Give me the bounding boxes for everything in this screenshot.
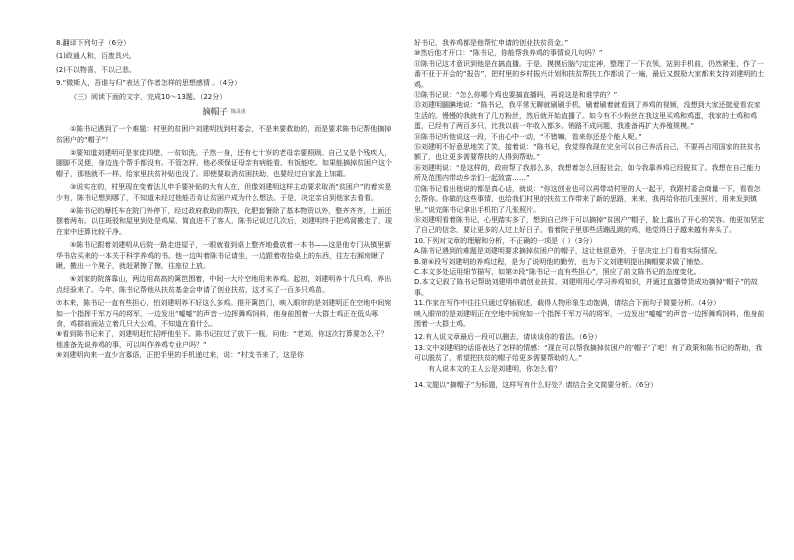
story-title: 摘帽子: [202, 107, 229, 118]
paragraph: ④陈书记的摩托车在院门外停下，经过政府救助的帮扶，化肥套餐除了基本物资以外，整齐齐齐，上面还摆着两布。以往斑驳和屋里到处是鸡屎，简直进不了客人，陈书记说过几次后，刘建明终于把鸡窝搬走了，现在家中还算比较干净。: [56, 206, 392, 236]
paragraph: ⑦本来，陈书记一直有些担心，怕刘建明养不好这么多鸡。推开篱笆门，映入眼帘的是刘建明正在空地中间宛如一个指挥千军万马的将军，一边发出“嘘嘘”的声音一边挥舞鸡饲料，他身前围着一大群土鸡正在低头啄食，鸡群前面站立着几只大公鸡，不知道在看什么。: [56, 299, 392, 329]
question-8-item-1: (1)政通人和，百废具兴。: [56, 52, 136, 61]
right-column: [414, 38, 766, 390]
section-heading: （三）阅读下面的文字，完成10～13题。（22分）: [70, 92, 227, 101]
paragraph: 好书记，我养鸡都是他帮忙申请的创业扶贫资金。”: [414, 39, 569, 47]
paragraph: ⑰陈书记看出他说的都是真心话，就说：“你这创业也可以再带动村里的人一起干，我跟村委会商量一下，看看怎么帮你。你做的这些事情，也给我们村里的扶贫工作带来了新的思路，来来，我再给你拍几张照片，用来发到镇里。”说完陈书记拿出手机拍了几张照片。: [414, 184, 761, 214]
paragraph: ⑮刘建明不好意思地笑了笑，接着说：“陈书记，我觉得我现在完全可以自己养活自己，不要再占用国家的扶贫名额了，也让更多需要帮扶的人得到帮助。”: [414, 143, 761, 162]
paragraph: ⑬刘建明腼腆地说：“陈书记，我平常无聊就刷刷手机，刷着刷着就看到了养鸡的视频，没想到大家还挺爱看农家生活的。慢慢的我就有了几万粉丝，然后就开始直播了。如今有不少粉丝在我这里买鸡和鸡蛋，我家的土鸡和鸡蛋，已经有了两百多只，比我以前一年收入都多。销路不成问题，我准备再扩大养殖规模。”: [414, 101, 761, 131]
question-11: 11.作家在写作中往往只通过穿插叙述，载得人物形象生动饱满，请结合下面句子简要分析。（4分）: [414, 299, 721, 308]
paragraph: ⑱刘建明看着陈书记，心里踏实多了，想到自己终于可以摘掉“贫困户”帽子，脸上露出了开心的笑容。他更加坚定了自己的信念，要让更多的人过上好日子。看着院子里那些活蹦乱跳的鸡，他觉得日子越来越有奔头了。: [414, 215, 765, 235]
left-column: [56, 38, 392, 361]
paragraph: ⑧看到陈书记来了，刘建明赶忙招呼他坐下。陈书记拉过了放下一瓶，问他：“老刘，你这次打算要怎么干？他准备先说养鸡的事，可以叫作养鸡专业户吗？”: [56, 330, 388, 349]
question-13: 13.文中刘建明的话语表达了怎样的情感：“现在可以帮我摘掉贫困户的‘帽子’了吧！有了政策和陈书记的帮助，我可以脱贫了，希望把扶贫的帽子给更多需要帮助的人。”: [414, 343, 763, 363]
paragraph: ⑭陈书记听他说这一段，不由心中一动，“不错嘛，看来你还是个能人呢。”: [414, 132, 642, 141]
paragraph: ⑯刘建明说：“是这样的，政府帮了我那么多，我想着怎么回报社会，如今我靠养鸡已经脱贫了。我想在自己能力所及范围内带动乡亲们一起致富……”: [414, 163, 761, 183]
story-author: 钱灵虎: [230, 109, 246, 116]
question-10: 10.下列对文章的理解和分析，不正确的一项是（ ）（3分）: [414, 236, 597, 245]
question-10-option-b: B.第⑥段写刘建明的养鸡过程，是为了说明他的勤劳，也为下文刘建明提出摘帽要求做了铺垫。: [414, 257, 708, 266]
question-9: 9.“微斯人，吾谁与归”表达了作者怎样的思想感情 。（4分）: [56, 79, 242, 88]
paragraph: ⑫陈书记说：“怎么你哪个鸡也要搞直播吗，再说这是和谁学的？”: [414, 91, 618, 100]
paragraph: ②要知道刘建明可是家徒四壁、一贫如洗。子然一身，还有七十岁的老母亲要照顾。自己又是个残疾人，腿脚不灵便，身边连个帮手都没有。不管怎样，他必须保证母亲有病能看、有饭能吃。如果能摘掉贫困户这个帽子，那他就不一样，给家里扶贫补贴也没了。即使要取消贫困扶助，也要经过自家盖上加霜。: [56, 148, 392, 178]
question-12: 12.有人说文章最后一段可以删去，请谈谈你的看法。（6分）: [414, 333, 602, 342]
question-13-b: 有人说本文的主人公是刘建明，你怎么看？: [428, 364, 561, 373]
paragraph: ⑪陈书记这才意识到他是在搞直播。于是，摸摸后脑勺定定神，整理了一下衣领，站到手机前，仍然紧张，作了一番不亚于开会的“报告”，把村里的乡村振兴计划和扶贫帮扶工作都说了一遍，最后又鼓励大家都来支持刘建明的土鸡。: [414, 59, 765, 89]
paragraph: ③说实在的，村里现在变着法儿申手要补贴的大有人在，但像刘建明这样主动要求取消“贫困户”的着实是少有，陈书记想到哪了，不知道未经过他能否肯让贫困户成为什么想法。于是，决定亲自到他家去看看。: [56, 183, 392, 202]
question-8: 8.翻译下列句子（6分）: [56, 39, 131, 47]
question-10-option-a: A.陈书记遇到的难题是刘建明要求摘掉贫困户的帽子，这让他很意外，于是决定上门看看实际情况。: [414, 247, 722, 256]
paragraph: ⑤陈书记跟着刘建明从后院一路走进屋子，一眼就看到桌上整齐地叠放着一本书——这是他专门从镇里新华书店买来的一本关于科学养鸡的书。他一边叫着陈书记请坐，一边跟着收拾桌上的东西，往左右厢房瞅了瞅，搬出一个凳子，就赶紧擦了擦，往座位上放。: [56, 241, 392, 271]
question-8-item-2: (2)不以物喜，不以己悲。: [56, 65, 136, 74]
paragraph: ①陈书记遇到了一个难题：村里的贫困户刘建明找到村委会，不是来要救助的，而是要求陈书记帮他摘掉贫困户的“帽子”！: [56, 125, 392, 144]
paragraph: ⑥刘家的院落靠山，两边用高高的篱笆围着，中间一大片空地用来养鸡。起初，刘建明养十几只鸡，养出点经验来了。今年，陈书记帮他从扶贫基金会申请了创业扶贫，这才买了一百多只鸡苗。: [56, 275, 392, 294]
question-10-option-c: C.本文多处运用细节描写，如第⑦段“陈书记一直有些担心”，照应了前文陈书记的态度变化。: [414, 267, 701, 276]
question-10-option-d: D.本文记叙了陈书记帮助刘建明申请创业扶贫、刘建明用心学习养鸡知识，并通过直播带货成功摘掉“帽子”的故事。: [414, 278, 758, 297]
story-title-block: [56, 107, 392, 118]
question-11-text: 映入眼帘的是刘建明正在空地中间宛如一个指挥千军万马的将军，一边发出“嘘嘘”的声音一边挥舞鸡饲料，他身前围着一大群土鸡。: [414, 309, 765, 328]
question-14: 14.文题以“摘帽子”为标题，这样写有什么好处？请结合全文简要分析。（6分）: [414, 381, 658, 389]
paragraph: ⑩然后他才开口：“陈书记，你能帮我养鸡的事情说几句吗？”: [414, 49, 603, 58]
paragraph: ⑨刘建明向来一直少言寡语，正把手里的手机递过来，说：“村支书来了，这是你: [56, 351, 304, 360]
